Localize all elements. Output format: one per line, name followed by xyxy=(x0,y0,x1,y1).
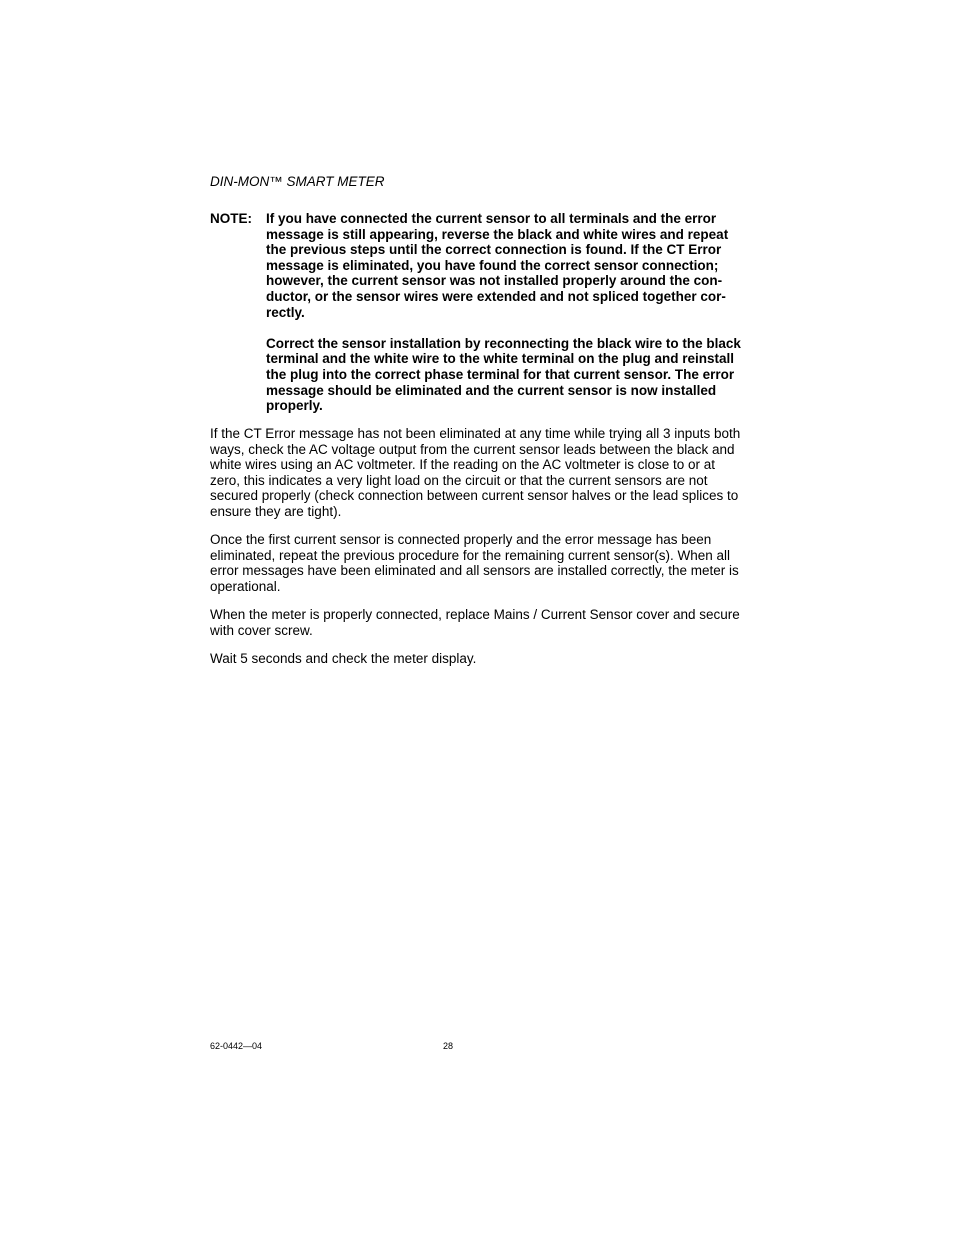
note-body xyxy=(266,211,746,414)
body-paragraph: Wait 5 seconds and check the meter display. xyxy=(210,651,477,666)
note-block xyxy=(210,211,746,414)
body-paragraph: If the CT Error message has not been eliminated at any time while trying all 3 inputs both ways, check the AC voltage output from the current sensor leads between the black and white wires using an AC voltmeter. If the reading on the AC voltmeter is close to or at zero, this indicates a very light load on the circuit or that the current sensors are not secured properly (check connection between current sensor halves or the lead splices to ensure they are tight). xyxy=(210,426,741,519)
body-paragraph: When the meter is properly connected, replace Mains / Current Sensor cover and secure with cover screw. xyxy=(210,607,740,638)
body-paragraph: Once the first current sensor is connected properly and the error message has been eliminated, repeat the previous procedure for the remaining current sensor(s). When all error messages have been eliminated and all sensors are installed correctly, the meter is operational. xyxy=(210,532,739,594)
page-number: 28 xyxy=(443,1041,454,1051)
note-paragraph: If you have connected the current sensor to all terminals and the error message is still appearing, reverse the black and white wires and repeat the previous steps until the correct connection is found. If the CT Error message is eliminated, you have found the correct sensor connection; however, the current sensor was not installed properly around the conductor, or the sensor wires were extended and not spliced together correctly. xyxy=(266,211,729,320)
note-label: NOTE: xyxy=(210,211,252,226)
running-header: DIN-MON™ SMART METER xyxy=(210,174,385,189)
document-number: 62-0442—04 xyxy=(210,1041,263,1051)
note-paragraph: Correct the sensor installation by reconnecting the black wire to the black terminal and the white wire to the white terminal on the plug and reinstall the plug into the correct phase terminal for that current sensor. The error message should be eliminated and the current sensor is now installed properly. xyxy=(266,335,741,414)
